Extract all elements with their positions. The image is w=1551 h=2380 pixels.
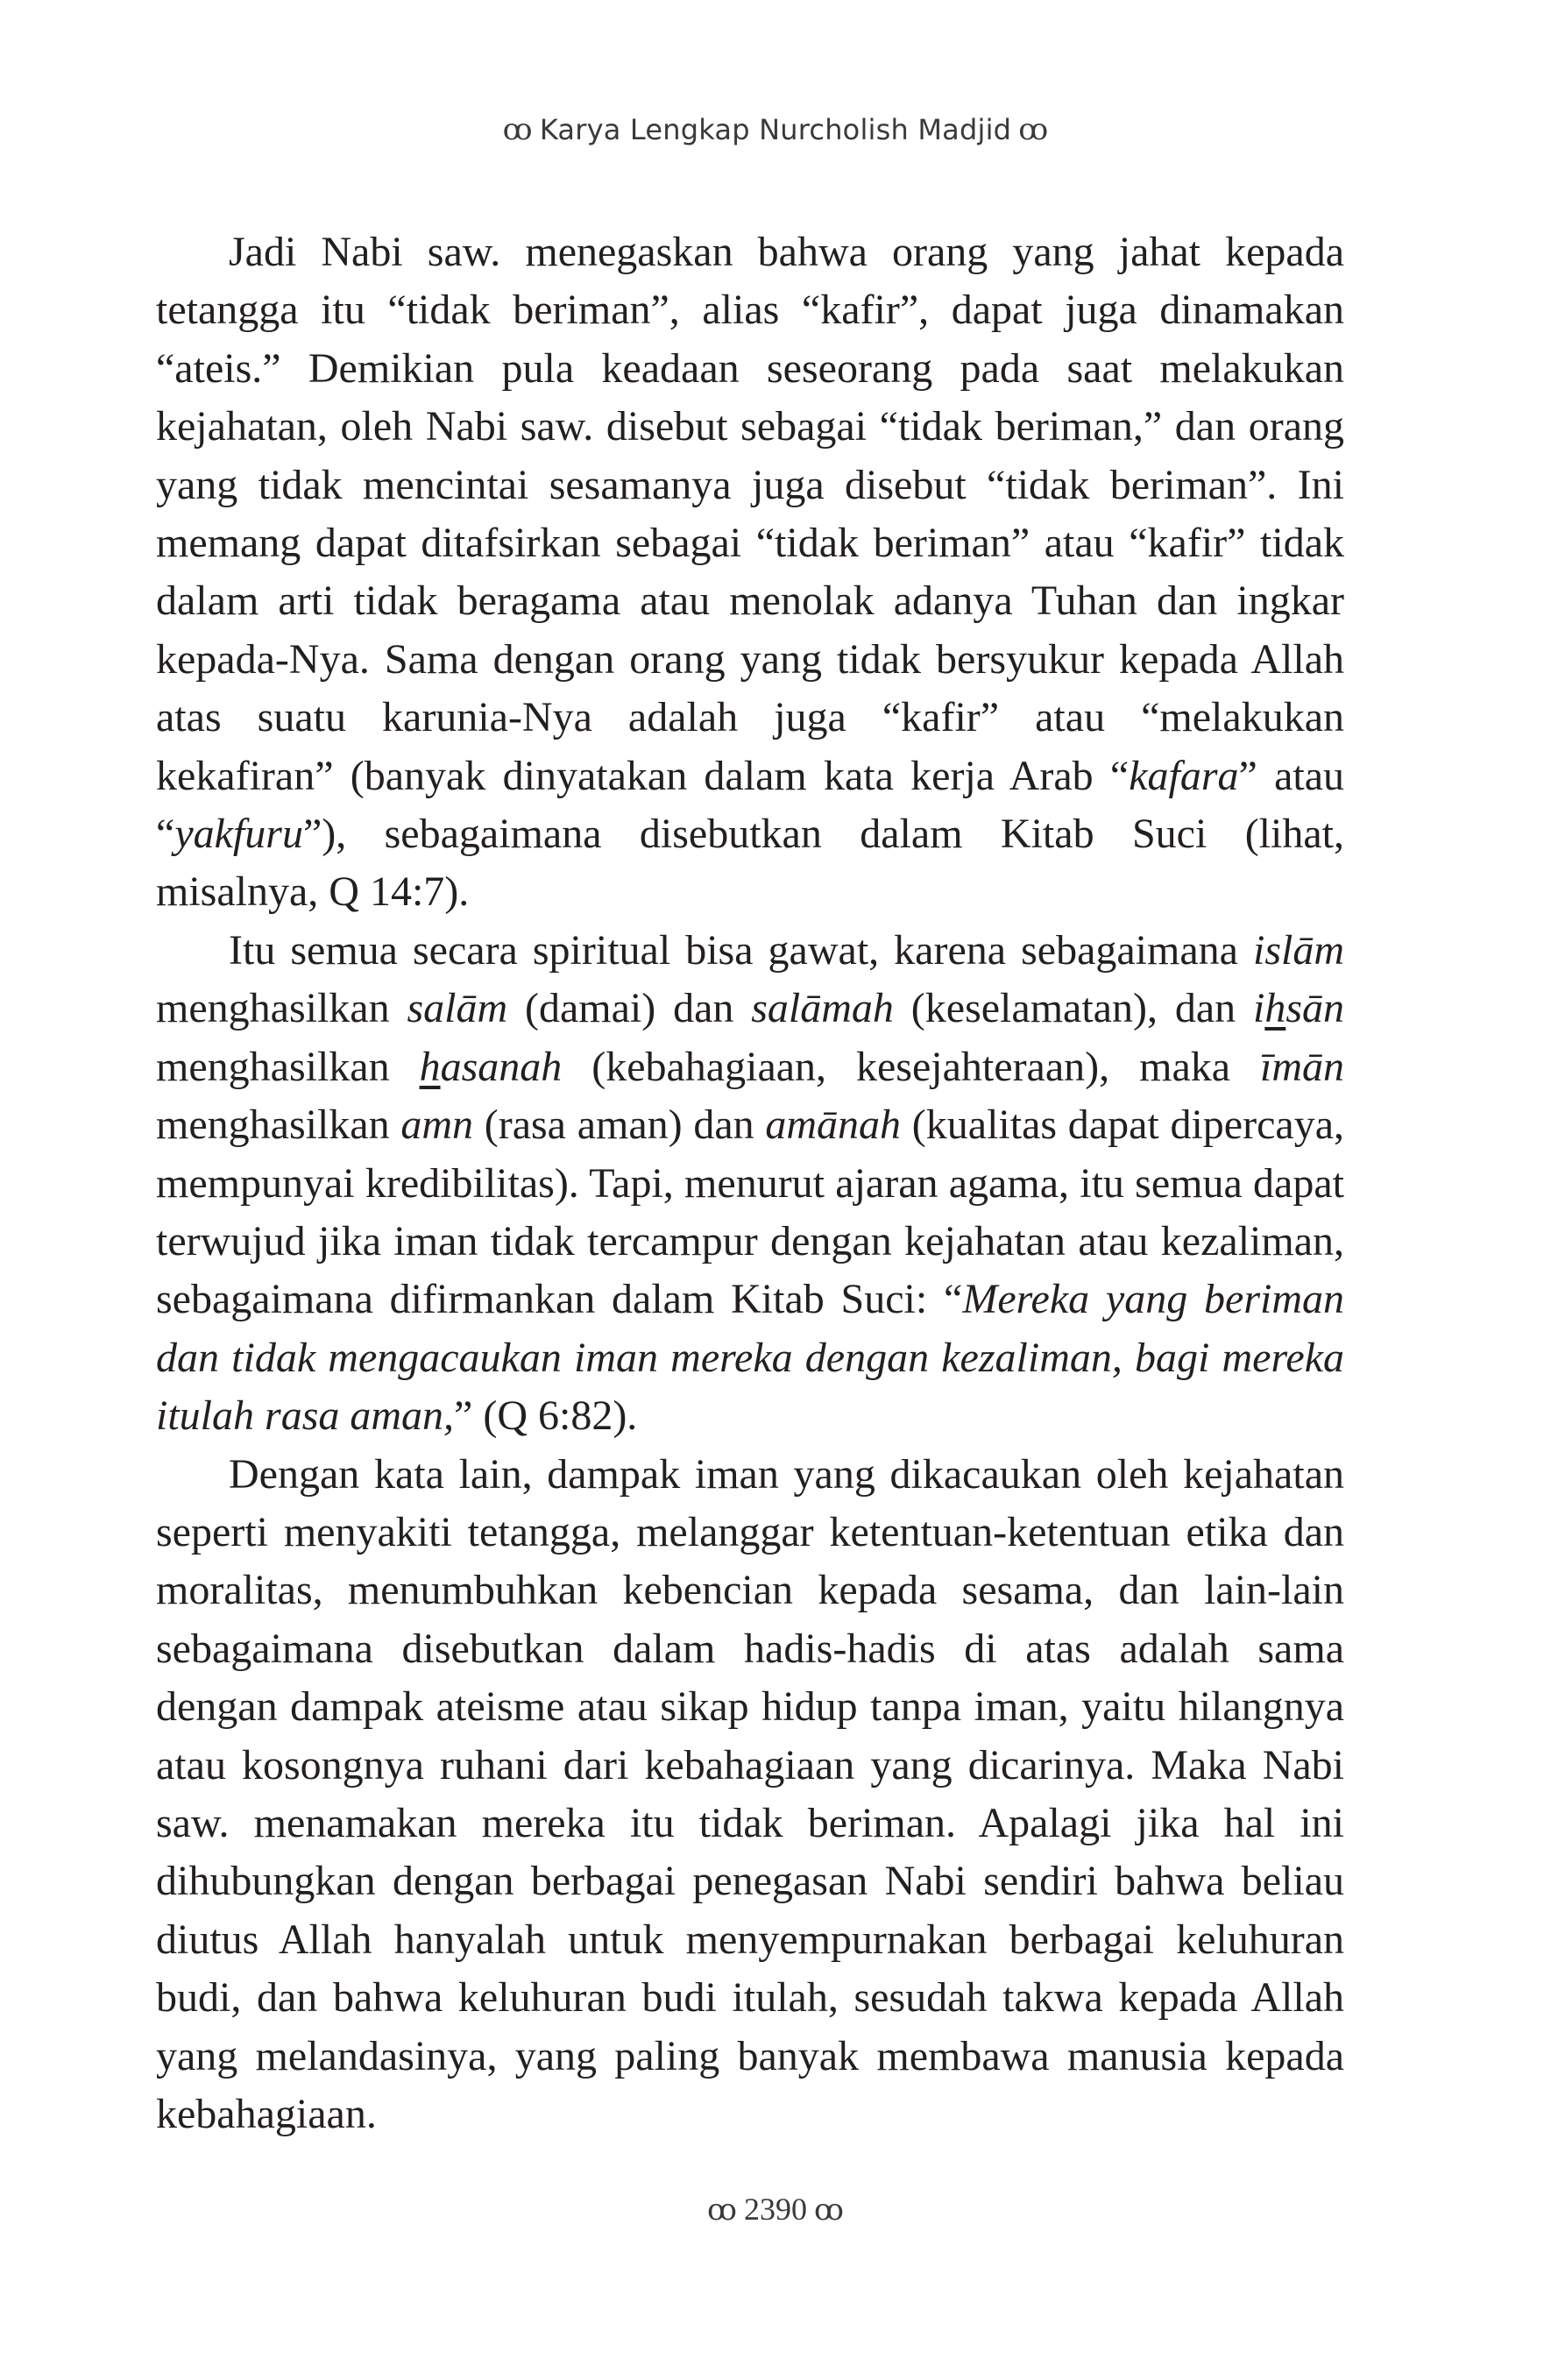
- page-number: 2390: [744, 2192, 807, 2227]
- text-run: (damai) dan: [507, 985, 752, 1032]
- paragraph-2: [156, 922, 1344, 1446]
- italic-term: īmān: [1260, 1043, 1344, 1090]
- text-run: ” atau “: [156, 752, 1345, 858]
- italic-term: amānah: [765, 1101, 902, 1149]
- italic-quote: Mereka yang beriman dan tidak mengacaukan iman mereka dengan kezaliman, bagi mereka itulah rasa aman,: [156, 1276, 1344, 1440]
- text-run: menghasilkan: [156, 1043, 420, 1090]
- text-run: (keselamatan), dan: [893, 985, 1253, 1032]
- text-run: asanah: [440, 1043, 563, 1090]
- ornament-left-icon: ꝏ: [707, 2192, 737, 2228]
- italic-term: [420, 1044, 563, 1090]
- text-run: i: [1252, 985, 1265, 1032]
- text-run: ”), sebagaimana disebutkan dalam Kitab Suci (lihat, misalnya, Q 14:7).: [156, 811, 1344, 916]
- ornament-left-icon: ꝏ: [502, 112, 533, 147]
- page-footer: [0, 2191, 1551, 2228]
- text-run: (kualitas dapat dipercaya, mempunyai kredibilitas). Tapi, menurut ajaran agama, itu semua dapat terwujud jika iman tidak tercampur dengan kejahatan atau kezaliman, sebagaimana difirmankan dalam Kitab Suci: “: [156, 1101, 1344, 1323]
- text-run: menghasilkan: [156, 1101, 401, 1149]
- italic-term: amn: [400, 1101, 473, 1149]
- text-run: Dengan kata lain, dampak iman yang dikacaukan oleh kejahatan seperti menyakiti tetangga, melanggar ketentuan-ketentuan etika dan moralitas, menumbuhkan kebencian kepada sesama, dan lain-lain sebagaimana disebutkan dalam hadis-hadis di atas adalah sama dengan dampak ateisme atau sikap hidup tanpa iman, yaitu hilangnya atau kosongnya ruhani dari kebahagiaan yang dicarinya. Maka Nabi saw. menamakan mereka itu tidak beriman. Apalagi jika hal ini dihubungkan dengan berbagai penegasan Nabi sendiri bahwa beliau diutus Allah hanyalah untuk menyempurnakan berbagai keluhuran budi, dan bahwa keluhuran budi itulah, sesudah takwa kepada Allah yang melandasinya, yang paling banyak membawa manusia kepada kebahagiaan.: [156, 1450, 1344, 2137]
- underlined-letter: h: [419, 1043, 441, 1090]
- paragraph-1: [156, 223, 1344, 922]
- italic-term: yakfuru: [174, 811, 303, 858]
- text-run: (kebahagiaan, kesejahteraan), maka: [562, 1043, 1260, 1090]
- italic-term: salāmah: [751, 985, 894, 1032]
- text-run: Jadi Nabi saw. menegaskan bahwa orang yang jahat kepada tetangga itu “tidak beriman”, alias “kafir”, dapat juga dinamakan “ateis.” Demikian pula keadaan seseorang pada saat melakukan kejahatan, oleh Nabi saw. disebut sebagai “tidak beriman,” dan orang yang tidak mencintai sesamanya juga disebut “tidak beriman”. Ini memang dapat ditafsirkan sebagai “tidak beriman” atau “kafir” tidak dalam arti tidak beragama atau menolak adanya Tuhan dan ingkar kepada-Nya. Sama dengan orang yang tidak bersyukur kepada Allah atas suatu karunia-Nya adalah juga “kafir” atau “melakukan kekafiran” (banyak dinyatakan dalam kata kerja Arab “: [156, 229, 1344, 799]
- text-run: menghasilkan: [156, 985, 407, 1032]
- italic-term: salām: [407, 985, 508, 1032]
- body-text: [156, 223, 1344, 2143]
- italic-term: [1253, 985, 1344, 1031]
- book-title: Karya Lengkap Nurcholish Madjid: [539, 113, 1012, 146]
- ornament-right-icon: ꝏ: [1018, 112, 1049, 147]
- italic-term: islām: [1252, 926, 1344, 974]
- text-run: ” (Q 6:82).: [454, 1392, 638, 1440]
- text-run: Itu semua secara spiritual bisa gawat, karena sebagaimana: [229, 926, 1253, 974]
- running-head: [0, 112, 1551, 147]
- text-run: (rasa aman) dan: [473, 1101, 766, 1149]
- ornament-right-icon: ꝏ: [814, 2192, 844, 2228]
- underlined-letter: h: [1264, 985, 1286, 1032]
- paragraph-3: [156, 1446, 1344, 2144]
- text-run: sān: [1285, 985, 1344, 1032]
- italic-term: kafara: [1129, 752, 1239, 799]
